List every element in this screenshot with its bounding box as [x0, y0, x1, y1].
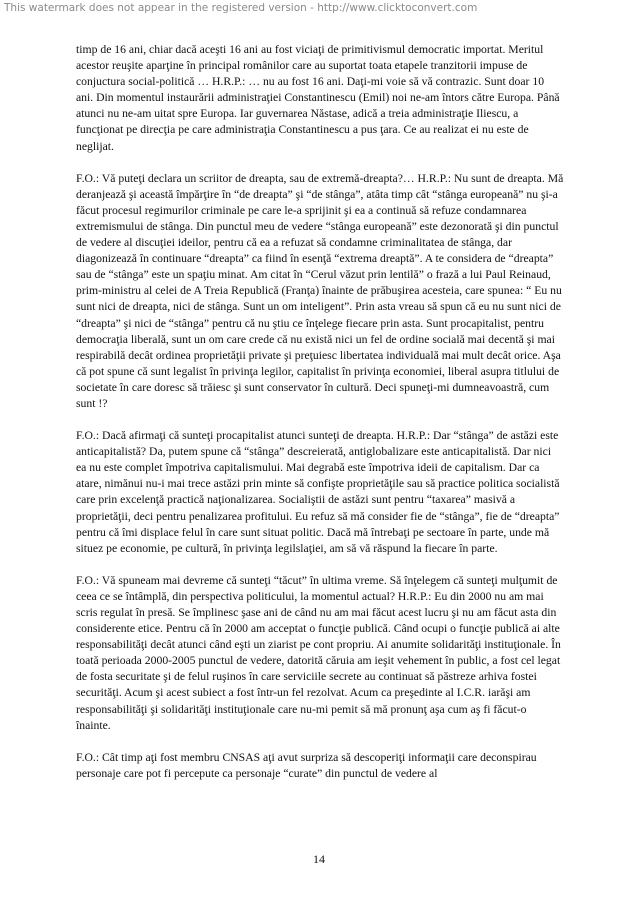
paragraph-2: F.O.: Vă puteţi declara un scriitor de dreapta, sau de extremă-dreapta?… H.R.P.: Nu sunt de dreapta. Mă deranjează şi această împărţire în “de dreapta” şi “de stânga”, atâta timp cât “stânga europeană” nu şi-a făcut procesul regimurilor criminale pe care le-a sprijinit şi ea a continuă să refuze condamnarea extremismului de stânga. Din punctul meu de vedere “stânga europeană” este dezonorată şi din punctul de vedere al discuţiei ideilor, pentru că ea a refuzat să condamne criminalitatea de stânga, dar diagonizează în continuare “dreapta” ca fiind în esenţă “extrema dreaptă”. A te considera de “dreapta” sau de “stânga” este un spaţiu minat. Am citat în “Cerul văzut prin lentilă” o frază a lui Paul Reinaud, prim-ministru al celei de A Treia Republică (Franţa) înainte de prăbuşirea acesteia, care spunea: “ Eu nu sunt nici de dreapta, nici de stânga. Sunt un om inteligent”. Prin asta vreau să spun că eu nu sunt nici de “dreapta” şi nici de “stânga” pentru că nu ştiu ce înţelege fiecare prin asta. Sunt procapitalist, pentru democraţia liberală, sunt un om care crede că nu există nici un fel de ordine socială mai decentă şi mai respirabilă decât ordinea proprietăţii private şi preţuiesc libertatea individuală mai mult decât orice. Aşa că pot spune că sunt legalist în privinţa legilor, capitalist în privinţa economiei, liberal asupra titlului de societate în care doresc să trăiesc şi sunt conservator în cultură. Deci spuneţi-mi dumneavoastră, cum sunt !?	[76, 171, 564, 410]
watermark-notice	[4, 2, 477, 14]
paragraph-5: F.O.: Cât timp aţi fost membru CNSAS aţi avut surpriza să descoperiţi informaţii care deconspirau personaje care pot fi percepute ca personaje “curate” din punctul de vedere al	[76, 750, 537, 780]
paragraph-3: F.O.: Dacă afirmaţi că sunteţi procapitalist atunci sunteţi de dreapta. H.R.P.: Dar “stânga” de astăzi este anticapitalistă? Da, putem spune că “stânga” descreierată, antiglobalizare este anticapitalistă. Dar nici ea nu este complet împotriva capitalismului. Mai degrabă este împotriva ideii de capitalism. Dar ca atare, nimănui nu-i mai trece astăzi prin minte să confişte proprietăţile sau să practice politica socialistă care prin excelenţă practică naţionalizarea. Socialiştii de astăzi sunt pentru “taxarea” masivă a proprietăţii, deci pentru penalizarea profitului. Eu refuz să mă consider fie de “stânga”, fie de “dreapta” pentru că îmi displace felul în care sunt situat politic. Dacă mă întrebaţi pe sectoare în parte, unde mă situez pe economie, pe cultură, în privinţa legilslaţiei, am să vă răspund la fiecare în parte.	[76, 429, 560, 555]
page-number: 14	[313, 852, 325, 866]
paragraph-4: F.O.: Vă spuneam mai devreme că sunteţi “tăcut” în ultima vreme. Să înţelegem că sunteţi mulţumit de ceea ce se întâmplă, din perspectiva politicului, la momentul actual? H.R.P.: Eu din 2000 nu am mai scris regulat în presă. Se împlinesc şase ani de când nu am mai făcut acest lucru şi nu am făcut asta din considerente etice. Pentru că în 2000 am acceptat o funcţie publică. Când ocupi o funcţie publică ai alte responsabilităţi decât atunci când eşti un ziarist pe cont propriu. Ai anumite solidarităţi instituţionale. În toată perioada 2000-2005 punctul de vedere, datorită căruia am ieşit vehement în public, a fost cel legat de fosta securitate şi de felul ruşinos în care serviciile secrete au continuat să păstreze arhiva fostei securităţi. Acum şi acest subiect a fost într-un fel rezolvat. Acum ca preşedinte al I.C.R. iarăşi am responsabilităţi şi solidarităţi instituţionale care nu-mi pemit să mă pronunţ aşa cum aş fi făcut-o înainte.	[76, 573, 561, 732]
watermark-link[interactable]: http://www.clicktoconvert.com	[317, 2, 478, 14]
paragraph-1: timp de 16 ani, chiar dacă aceşti 16 ani au fost viciaţi de primitivismul democratic importat. Meritul acestor reuşite aparţine în principal românilor care au suportat toata etapele tranzitorii impuse de conjuctura social-politică … H.R.P.: … nu au fost 16 ani. Daţi-mi voie să vă contrazic. Sunt doar 10 ani. Din momentul instaurării administraţiei Constantinescu (Emil) noi ne-am întors către Europa. Până atunci nu ne-am uitat spre Europa. Iar guvernarea Năstase, adică a treia administraţie Iliescu, a funcţionat pe direcţia pe care administraţia Constantinescu a pus ţara. Ce au realizat ei nu este de neglijat.	[76, 43, 560, 153]
watermark-text: This watermark does not appear in the registered version -	[4, 2, 318, 14]
document-body	[76, 42, 564, 798]
